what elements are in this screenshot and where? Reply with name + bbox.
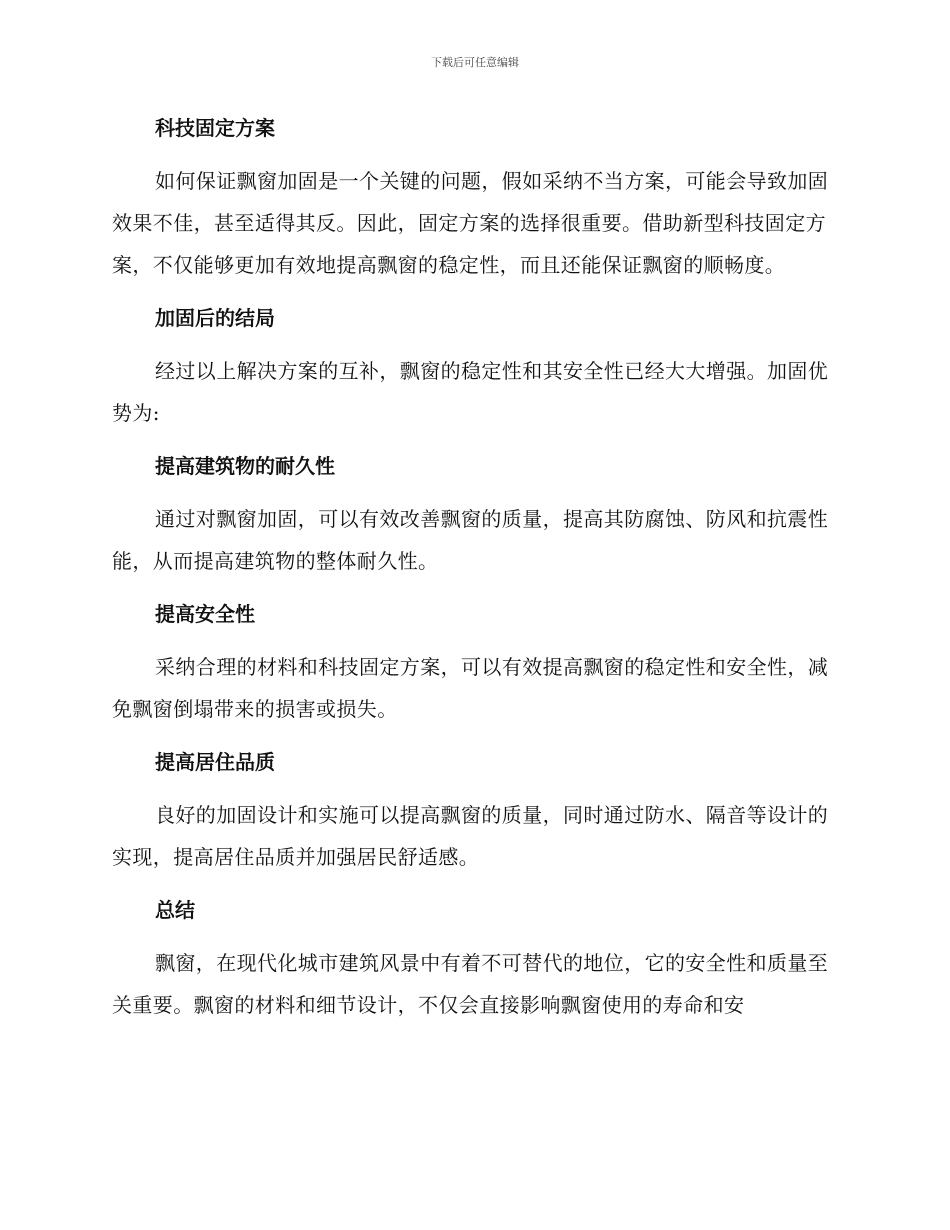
section-paragraph-durability: 通过对飘窗加固，可以有效改善飘窗的质量，提高其防腐蚀、防风和抗震性能，从而提高建筑物的整体耐久性。 xyxy=(112,507,829,573)
section-heading-summary: 总结 xyxy=(155,898,195,922)
section-paragraph-summary: 飘窗，在现代化城市建筑风景中有着不可替代的地位，它的安全性和质量至关重要。飘窗的材料和细节设计，不仅会直接影响飘窗使用的寿命和安 xyxy=(112,951,829,1017)
section-heading-tech-fixing: 科技固定方案 xyxy=(155,116,275,140)
section-heading-result: 加固后的结局 xyxy=(155,306,275,330)
section-paragraph-living-quality: 良好的加固设计和实施可以提高飘窗的质量，同时通过防水、隔音等设计的实现，提高居住品质并加强居民舒适感。 xyxy=(112,803,829,869)
section-heading-durability: 提高建筑物的耐久性 xyxy=(155,454,335,478)
section-paragraph-result: 经过以上解决方案的互补，飘窗的稳定性和其安全性已经大大增强。加固优势为: xyxy=(112,359,829,425)
document-body xyxy=(112,108,832,1038)
section-heading-living-quality: 提高居住品质 xyxy=(155,750,275,774)
section-paragraph-tech-fixing: 如何保证飘窗加固是一个关键的问题，假如采纳不当方案，可能会导致加固效果不佳，甚至适得其反。因此，固定方案的选择很重要。借助新型科技固定方案，不仅能够更加有效地提高飘窗的稳定性，而且还能保证飘窗的顺畅度。 xyxy=(112,169,829,277)
page-header: 下载后可任意编辑 xyxy=(431,56,519,69)
section-heading-safety: 提高安全性 xyxy=(155,602,255,626)
section-paragraph-safety: 采纳合理的材料和科技固定方案，可以有效提高飘窗的稳定性和安全性，减免飘窗倒塌带来的损害或损失。 xyxy=(112,655,829,721)
